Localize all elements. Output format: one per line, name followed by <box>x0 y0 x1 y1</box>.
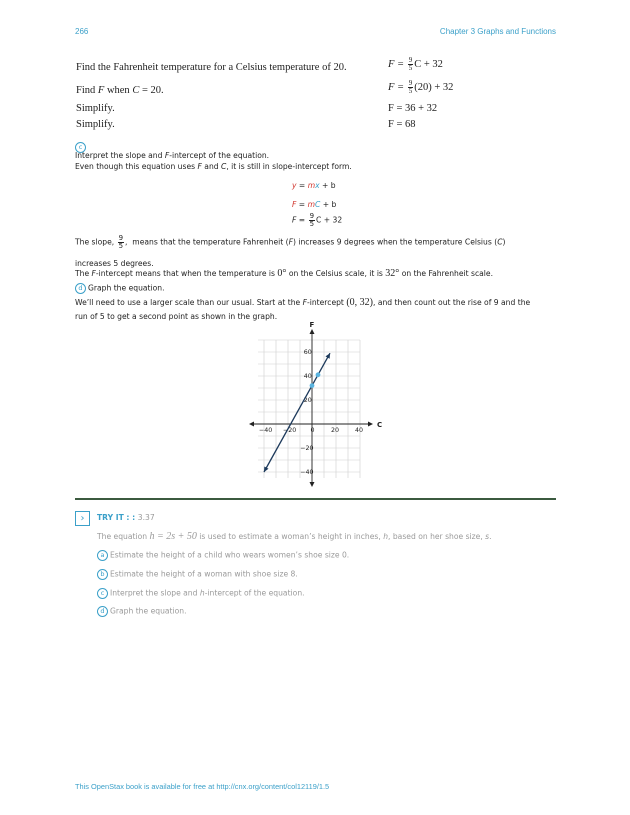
footer-text[interactable]: This OpenStax book is available for free at http://cnx.org/content/col12119/1.5 <box>75 782 330 791</box>
part-d-line-1: We’ll need to use a larger scale than our usual. Start at the F-intercept (0, 32), and then count out the rise of 9 and the <box>75 297 531 308</box>
try-it-intro: The equation h = 2s + 50 is used to estimate a woman’s height in inches, h, based on her shoe size, s. <box>97 531 492 542</box>
step-3-math: F = 36 + 32 <box>388 103 438 114</box>
y-axis-arrow-up <box>310 329 315 334</box>
step-4-text: Simplify. <box>76 119 115 130</box>
page-number: 266 <box>75 27 89 36</box>
x-tick-label: −40 <box>259 427 273 434</box>
y-axis-label: F <box>309 321 315 329</box>
x-axis-arrow-right <box>368 422 373 427</box>
try-it-item-c: c Interpret the slope and h-intercept of the equation. <box>97 588 305 599</box>
x-tick-label: −20 <box>283 427 297 434</box>
y-tick-label: −40 <box>300 469 314 477</box>
step-1-math: F = $\frac{9}{5}$ C + 32 <box>388 56 443 72</box>
x-tick-label: 40 <box>355 427 364 434</box>
try-it-item-b: b Estimate the height of a woman with shoe size 8. <box>97 569 298 580</box>
x-tick-label: 20 <box>331 427 340 434</box>
step-4-math: F = 68 <box>388 119 416 130</box>
try-it-item-d: d Graph the equation. <box>97 606 187 617</box>
section-divider <box>75 498 556 500</box>
slope-explanation: The slope, $\frac{9}{5}$ , means that the temperature Fahrenheit (F) increases 9 degrees when the temperature Celsius (C) <box>75 234 506 250</box>
chapter-title: Chapter 3 Graphs and Functions <box>439 27 556 36</box>
chevron-right-icon[interactable]: › <box>75 511 90 526</box>
step-1-text: Find the Fahrenheit temperature for a Celsius temperature of 20. <box>76 62 347 73</box>
intercept-explanation: The F-intercept means that when the temperature is 0° on the Celsius scale, it is 32° on the Fahrenheit scale. <box>75 268 494 279</box>
equation-fc-numeric: F = $\frac{9}{5}$ C + 32 <box>292 212 343 228</box>
try-it-item-a: a Estimate the height of a child who wears women’s shoe size 0. <box>97 550 349 561</box>
y-tick-label: 60 <box>303 349 312 357</box>
equation-fc-form: F = mC + b <box>292 200 337 209</box>
y-tick-label: 40 <box>303 373 312 381</box>
data-point <box>310 383 315 388</box>
x-axis-arrow-left <box>249 422 254 427</box>
y-axis-arrow-down <box>310 482 315 487</box>
try-it-label: TRY IT : : 3.37 <box>97 513 155 522</box>
part-d-line-2: run of 5 to get a second point as shown in the graph. <box>75 312 278 321</box>
step-2-text: Find F when C = 20. <box>76 85 164 96</box>
part-d-title: d Graph the equation. <box>75 283 165 294</box>
y-tick-label: −20 <box>300 445 314 453</box>
equation-slope-intercept: y = mx + b <box>292 181 336 190</box>
x-tick-label: 0 <box>310 427 315 434</box>
data-point <box>316 372 321 377</box>
y-tick-label: 20 <box>303 397 312 405</box>
temperature-graph <box>240 318 400 490</box>
part-c-marker: c <box>75 137 88 156</box>
x-axis-label: C <box>377 421 383 429</box>
step-3-text: Simplify. <box>76 103 115 114</box>
part-c-line-2: Even though this equation uses F and C, it is still in slope-intercept form. <box>75 162 352 171</box>
step-2-math: F = $\frac{9}{5}$ (20) + 32 <box>388 79 454 95</box>
part-c-line-1: Interpret the slope and F-intercept of the equation. <box>75 151 270 160</box>
series-line <box>264 353 330 472</box>
slope-explanation-line-2: increases 5 degrees. <box>75 259 154 268</box>
